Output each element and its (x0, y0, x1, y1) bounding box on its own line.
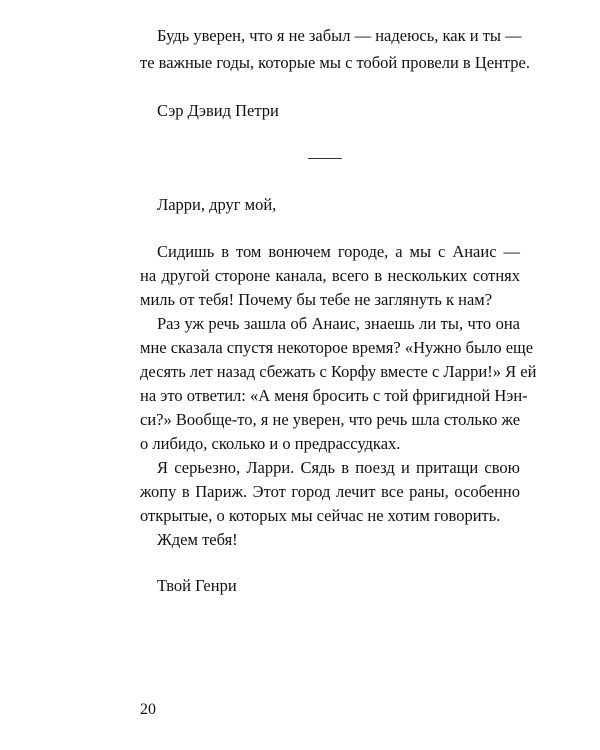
paragraph2-line-1: Раз уж речь зашла об Анаис, знаешь ли ты, что она (157, 314, 520, 333)
paragraph1-line-2: на другой стороне канала, всего в нескольких сотнях (140, 266, 520, 285)
paragraph3-line-1: Я серьезно, Ларри. Сядь в поезд и притащи свою (157, 458, 520, 477)
paragraph1-line-3: миль от тебя! Почему бы тебе не заглянуть к нам? (140, 290, 493, 309)
letter2-signature: Твой Генри (157, 576, 237, 595)
paragraph2-line-4: на это ответил: «А меня бросить с той фригидной Нэн- (140, 386, 528, 405)
paragraph3-line-2: жопу в Париж. Этот город лечит все раны, особенно (140, 482, 520, 501)
paragraph1-line-1: Сидишь в том вонючем городе, а мы с Анаис — (157, 242, 520, 261)
letter1-line-1: Будь уверен, что я не забыл — надеюсь, как и ты — (157, 26, 522, 45)
letter1-signature: Сэр Дэвид Петри (157, 101, 279, 120)
paragraph2-line-5: си?» Вообще-то, я не уверен, что речь шла столько же (140, 410, 521, 429)
letter2-closing: Ждем тебя! (157, 530, 238, 549)
section-divider (308, 158, 342, 159)
letter2-greeting: Ларри, друг мой, (157, 195, 277, 214)
page-number: 20 (140, 701, 156, 718)
paragraph2-line-2: мне сказала спустя некоторое время? «Нужно было еще (140, 338, 534, 357)
letter1-line-2: те важные годы, которые мы с тобой провели в Центре. (140, 53, 530, 72)
paragraph2-line-6: о либидо, сколько и о предрассудках. (140, 434, 401, 453)
paragraph3-line-3: открытые, о которых мы сейчас не хотим говорить. (140, 506, 501, 525)
paragraph2-line-3: десять лет назад сбежать с Корфу вместе с Ларри!» Я ей (140, 362, 537, 381)
